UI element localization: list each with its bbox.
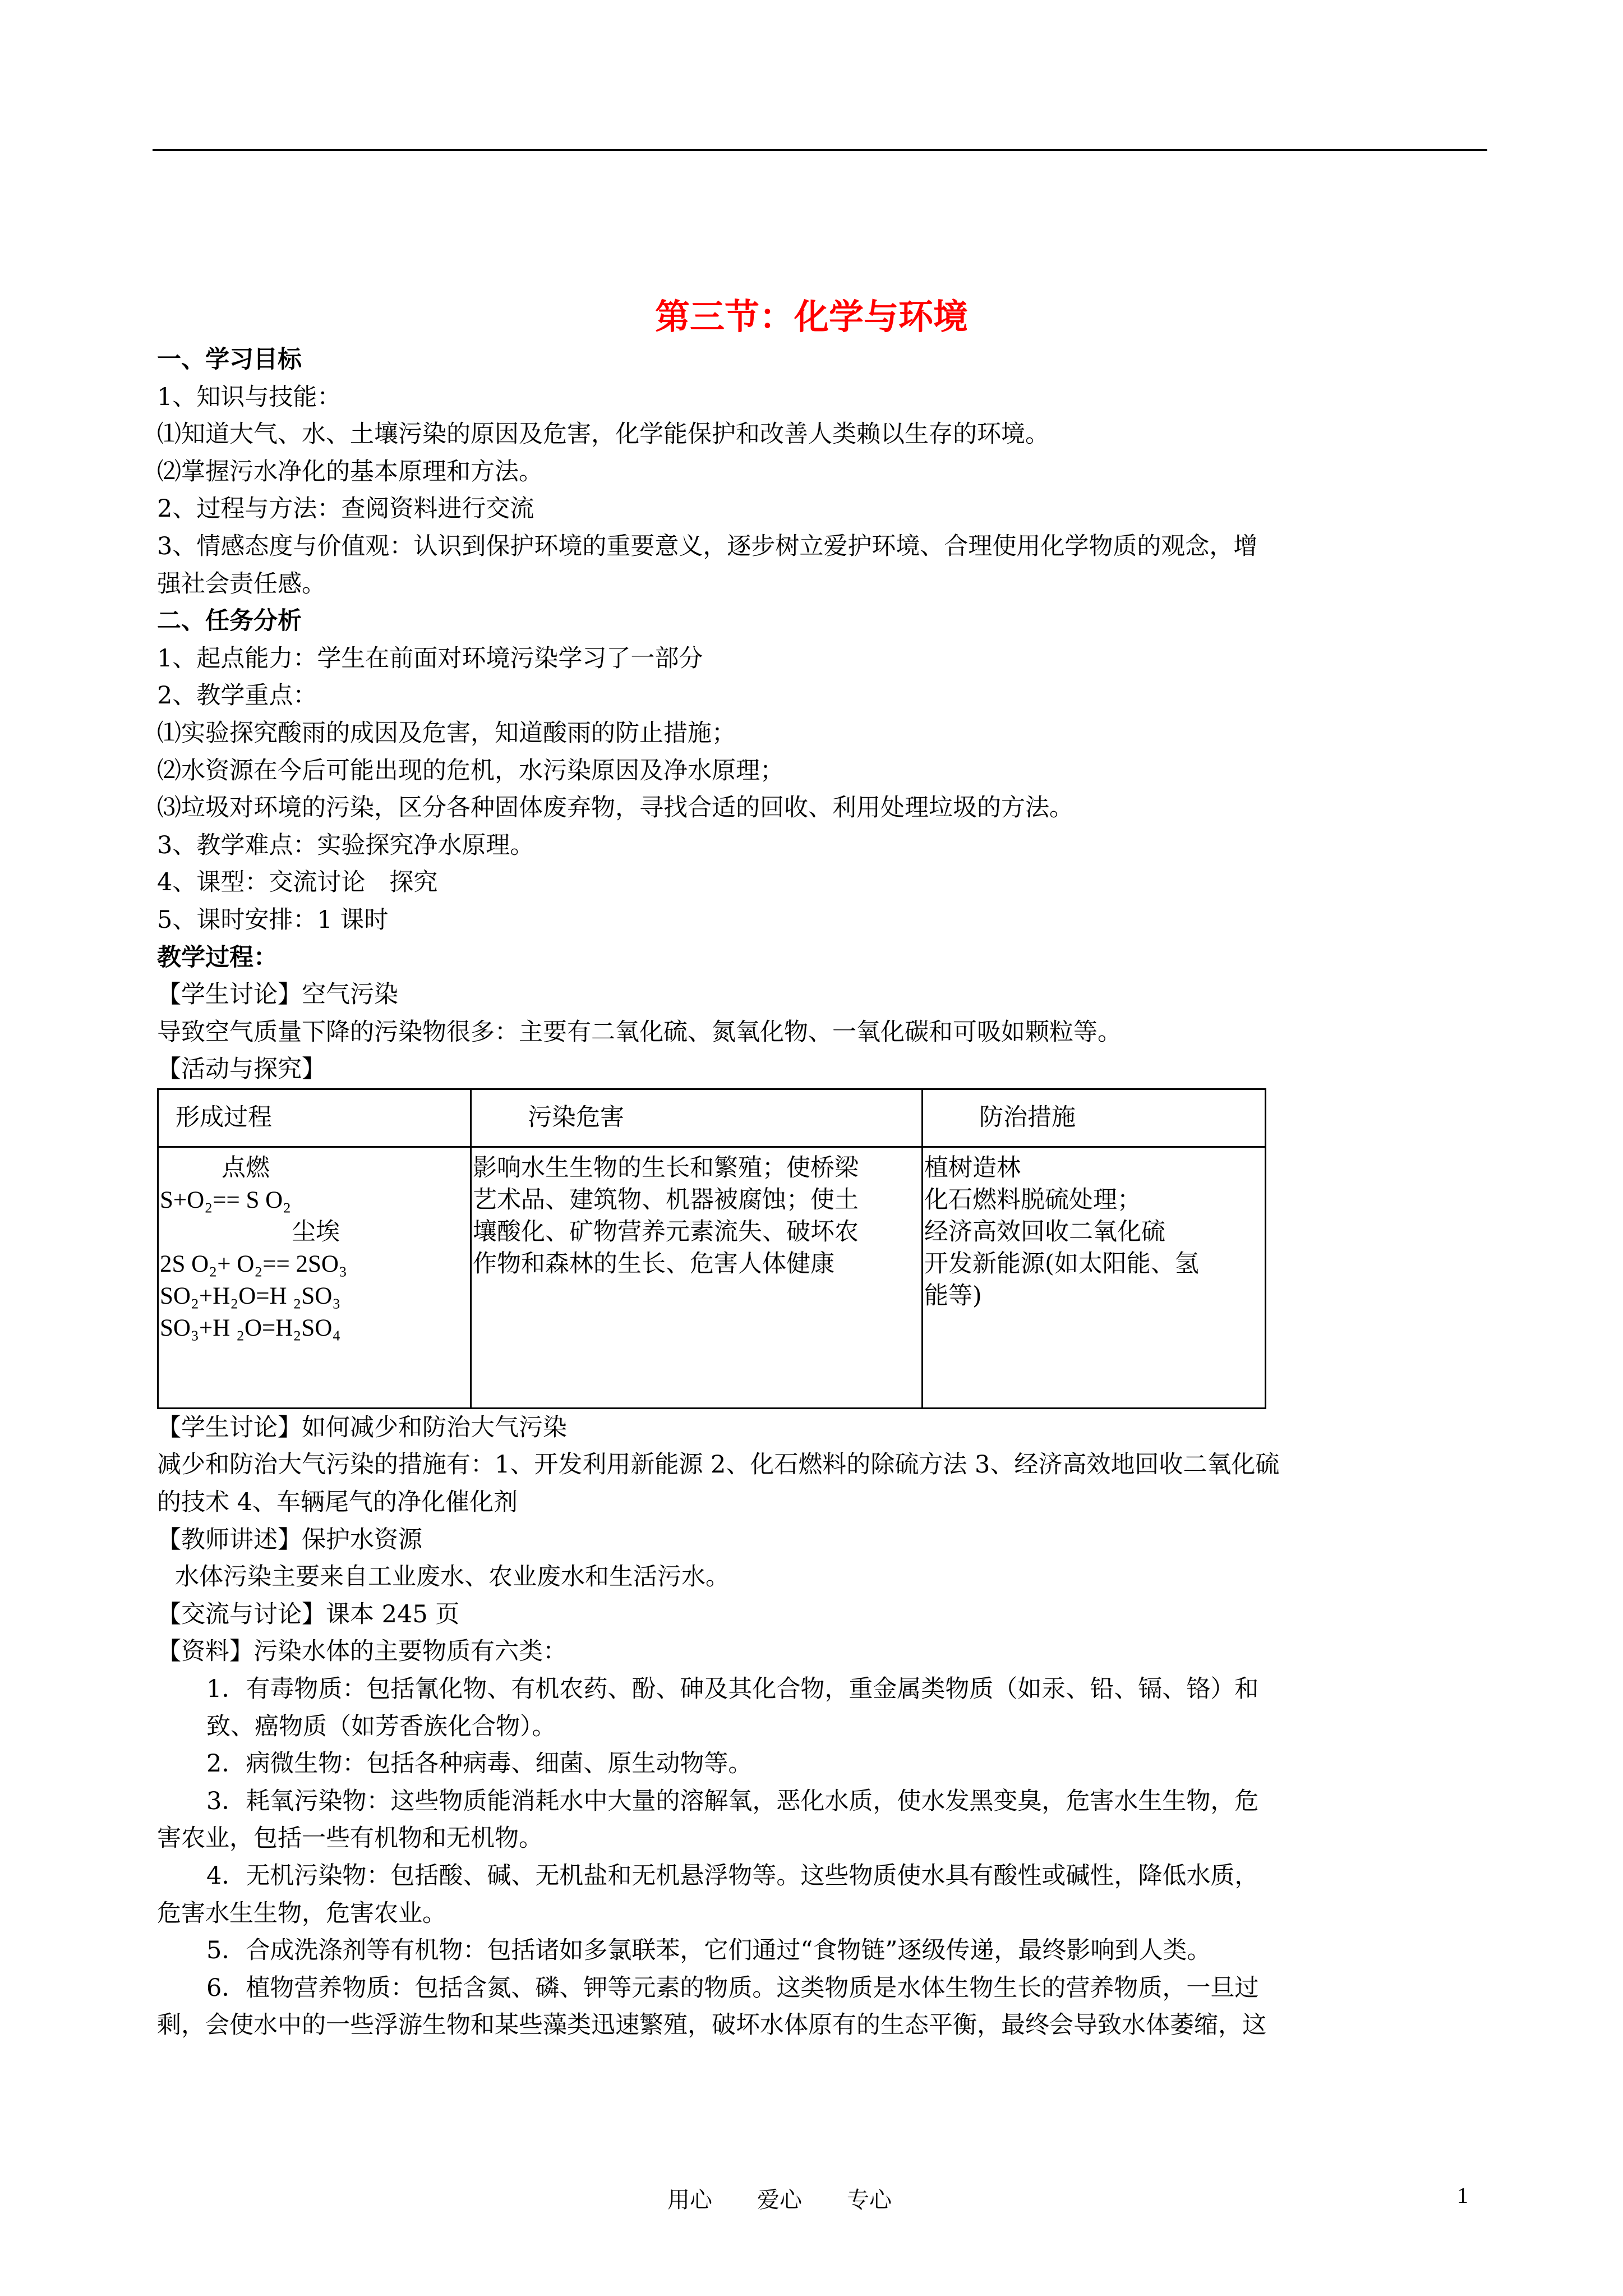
text-line: 4．无机污染物：包括酸、碱、无机盐和无机悬浮物等。这些物质使水具有酸性或碱性，降低水质，	[206, 1862, 1259, 1890]
page-title: 第三节：化学与环境	[654, 296, 968, 337]
page-number: 1	[1457, 2183, 1468, 2208]
cell-text-line: 作物和森林的生长、危害人体健康	[473, 1249, 834, 1278]
header-measures: 防治措施	[923, 1089, 1266, 1147]
table-row	[158, 1147, 1266, 1408]
text-line: 1、起点能力：学生在前面对环境污染学习了一部分	[157, 644, 703, 673]
equation: SO₂+H₂O=H ₂SO₃	[160, 1282, 341, 1309]
text-line: 的技术 4、车辆尾气的净化催化剂	[157, 1488, 518, 1517]
header-formation: 形成过程	[158, 1089, 471, 1147]
discussion-section	[157, 1409, 1486, 2044]
cell-text-line: 开发新能源(如太阳能、氢	[924, 1249, 1199, 1278]
text-line: 【学生讨论】空气污染	[157, 981, 398, 1009]
document-body	[157, 341, 1486, 2044]
text-line: ⑶垃圾对环境的污染，区分各种固体废弃物，寻找合适的回收、利用处理垃圾的方法。	[157, 794, 1073, 822]
text-line: 致、癌物质（如芳香族化合物）。	[206, 1712, 556, 1741]
condition-dust: 尘埃	[292, 1217, 340, 1246]
text-line: ⑴实验探究酸雨的成因及危害，知道酸雨的防止措施；	[157, 719, 736, 747]
cell-text-line: 壤酸化、矿物营养元素流失、破坏农	[473, 1217, 859, 1246]
formation-cell	[158, 1147, 471, 1408]
text-line: 导致空气质量下降的污染物很多：主要有二氧化硫、氮氧化物、一氧化碳和可吸如颗粒等。	[157, 1018, 1122, 1046]
header-harm: 污染危害	[471, 1089, 923, 1147]
text-line: 剩，会使水中的一些浮游生物和某些藻类迅速繁殖，破坏水体原有的生态平衡，最终会导致水体萎缩，这	[157, 2011, 1266, 2040]
equation: SO₃+H ₂O=H₂SO₄	[160, 1314, 341, 1341]
text-line: 6．植物营养物质：包括含氮、磷、钾等元素的物质。这类物质是水体生物生长的营养物质，一旦过	[206, 1973, 1259, 2002]
text-line: 【教师讲述】保护水资源	[157, 1525, 422, 1554]
cell-text-line: 影响水生生物的生长和繁殖；使桥梁	[473, 1153, 859, 1182]
section-heading: 二、任务分析	[157, 607, 302, 636]
text-line: 5、课时安排：1 课时	[157, 905, 389, 934]
text-line: 2．病微生物：包括各种病毒、细菌、原生动物等。	[206, 1750, 753, 1778]
text-line: 【交流与讨论】课本 245 页	[157, 1600, 460, 1628]
text-line: 危害水生生物，危害农业。	[157, 1899, 446, 1927]
text-line: ⑴知道大气、水、土壤污染的原因及危害，化学能保护和改善人类赖以生存的环境。	[157, 420, 1049, 449]
cell-text-line: 经济高效回收二氧化硫	[924, 1217, 1165, 1246]
measures-cell	[923, 1147, 1266, 1408]
text-line: 减少和防治大气污染的措施有：1、开发利用新能源 2、化石燃料的除硫方法 3、经济高效地回收二氧化硫	[157, 1451, 1280, 1479]
text-line: 2、过程与方法：查阅资料进行交流	[157, 495, 534, 523]
text-line: 【活动与探究】	[157, 1055, 326, 1084]
text-line: ⑵掌握污水净化的基本原理和方法。	[157, 457, 543, 486]
condition-ignite: 点燃	[222, 1153, 270, 1182]
text-line: 强社会责任感。	[157, 569, 326, 598]
text-line: 1、知识与技能：	[157, 383, 342, 411]
cell-text-line: 化石燃料脱硫处理；	[924, 1185, 1141, 1214]
header-rule	[153, 149, 1487, 151]
text-line: 4、课型：交流讨论 探究	[157, 868, 438, 897]
table-header-row	[158, 1089, 1266, 1147]
text-line: ⑵水资源在今后可能出现的危机，水污染原因及净水原理；	[157, 756, 784, 785]
text-line: 3、教学难点：实验探究净水原理。	[157, 831, 534, 859]
text-line: 【资料】污染水体的主要物质有六类：	[157, 1637, 567, 1666]
section-heading: 一、学习目标	[157, 346, 302, 374]
harm-cell	[471, 1147, 923, 1408]
text-line: 3、情感态度与价值观：认识到保护环境的重要意义，逐步树立爱护环境、合理使用化学物质的观念，增	[157, 532, 1258, 560]
text-line: 水体污染主要来自工业废水、农业废水和生活污水。	[175, 1563, 730, 1591]
cell-text-line: 艺术品、建筑物、机器被腐蚀；使土	[473, 1185, 859, 1214]
text-line: 【学生讨论】如何减少和防治大气污染	[157, 1413, 567, 1442]
text-line: 2、教学重点：	[157, 682, 317, 710]
intro-section	[157, 341, 1486, 1088]
cell-text-line: 能等)	[924, 1281, 982, 1310]
text-line: 3．耗氧污染物：这些物质能消耗水中大量的溶解氧，恶化水质，使水发黑变臭，危害水生生物，危	[206, 1787, 1259, 1815]
footer-slogan: 用心 爱心 专心	[667, 2187, 892, 2213]
cell-text-line: 植树造林	[924, 1153, 1021, 1182]
equation: 2S O₂+ O₂== 2SO₃	[160, 1250, 347, 1277]
text-line: 1．有毒物质：包括氰化物、有机农药、酚、砷及其化合物，重金属类物质（如汞、铅、镉、铬）和	[206, 1675, 1259, 1704]
text-line: 5．合成洗涤剂等有机物：包括诸如多氯联苯，它们通过“食物链”逐级传递，最终影响到人类。	[206, 1936, 1211, 1965]
section-heading: 教学过程：	[157, 943, 278, 972]
equation: S+O₂== S O₂	[160, 1186, 292, 1213]
activity-table	[157, 1088, 1266, 1409]
text-line: 害农业，包括一些有机物和无机物。	[157, 1824, 543, 1853]
